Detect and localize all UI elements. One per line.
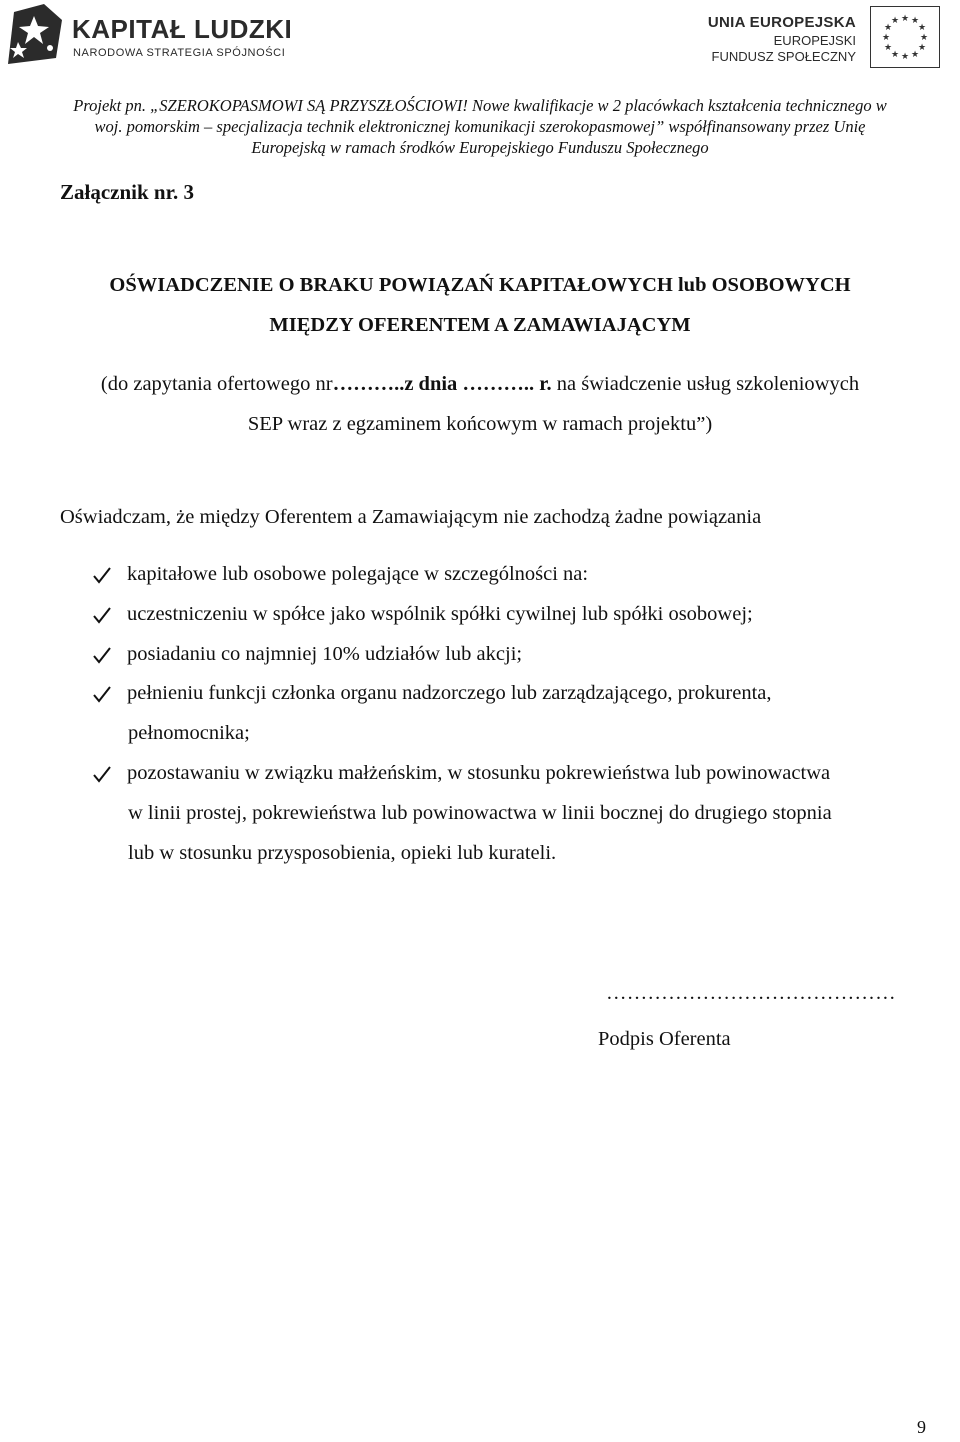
svg-text:★: ★ [910,50,920,60]
eu-line-1: UNIA EUROPEJSKA [707,14,856,31]
statement: Oświadczam, że między Oferentem a Zamawiającym nie zachodzą żadne powiązania [60,506,762,528]
eu-line-2: EUROPEJSKI [773,33,856,48]
svg-text:★: ★ [883,43,893,53]
list-item [92,762,830,785]
eu-logo-text [708,14,856,64]
project-note-line-2: woj. pomorskim – specjalizacja technik elektronicznej komunikacji szerokopasmowej” współfinansowany przez Unię [94,117,866,136]
list-item-text: uczestniczeniu w spółce jako wspólnik spółki cywilnej lub spółki osobowej; [127,603,753,625]
list-item [92,682,772,705]
project-note-line-1: Projekt pn. „SZEROKOPASMOWI SĄ PRZYSZŁOŚCIOWI! Nowe kwalifikacje w 2 placówkach kształcenia technicznego w [73,96,887,115]
inquiry-reference-line-1 [0,373,960,396]
document-title-line-1: OŚWIADCZENIE O BRAKU POWIĄZAŃ KAPITAŁOWYCH lub OSOBOWYCH [109,274,851,296]
inquiry-blank-fields: ………..z dnia ……….. r. [332,373,552,395]
svg-text:★: ★ [917,43,927,53]
list-item-text: pozostawaniu w związku małżeńskim, w stosunku pokrewieństwa lub powinowactwa [127,762,831,784]
kapital-ludzki-subtitle: NARODOWA STRATEGIA SPÓJNOŚCI [73,47,286,59]
list-item-continuation: lub w stosunku przysposobienia, opieki lub kurateli. [128,842,557,864]
list-item [92,643,522,666]
checkmark-icon [92,764,112,784]
kapital-ludzki-emblem-icon [4,2,70,68]
signature-label: Podpis Oferenta [598,1028,731,1050]
list-item [92,603,753,626]
checkmark-icon [92,684,112,704]
checkmark-icon [92,645,112,665]
svg-text:★: ★ [890,50,900,60]
list-item-text: pełnieniu funkcji członka organu nadzorczego lub zarządzającego, prokurenta, [127,682,772,704]
svg-text:★: ★ [881,33,891,43]
svg-text:★: ★ [900,14,910,24]
document-title-line-2: MIĘDZY OFERENTEM A ZAMAWIAJĄCYM [269,314,691,336]
svg-text:★: ★ [917,23,927,33]
inquiry-reference-line-2: SEP wraz z egzaminem końcowym w ramach projektu”) [247,413,713,435]
page-number: 9 [917,1417,926,1437]
checkmark-icon [92,565,112,585]
eu-flag-icon [870,6,940,68]
checkmark-icon [92,605,112,625]
inquiry-text-a: (do zapytania ofertowego nr [100,373,333,395]
list-item [92,563,588,586]
kapital-ludzki-title: KAPITAŁ LUDZKI [72,14,293,44]
svg-text:★: ★ [900,52,910,62]
list-item-text: kapitałowe lub osobowe polegające w szczególności na: [127,563,589,585]
svg-text:★: ★ [910,16,920,26]
attachment-label: Załącznik nr. 3 [60,180,194,204]
svg-text:★: ★ [890,16,900,26]
list-item-continuation: w linii prostej, pokrewieństwa lub powinowactwa w linii bocznej do drugiego stopnia [128,802,832,824]
signature-line: …………………………………… [606,982,896,1004]
list-item-text: posiadaniu co najmniej 10% udziałów lub akcji; [127,643,523,665]
eu-line-3: FUNDUSZ SPOŁECZNY [711,49,856,64]
project-note [40,95,920,158]
svg-text:★: ★ [883,23,893,33]
list-item-continuation: pełnomocnika; [128,722,250,744]
svg-text:★: ★ [919,33,929,43]
inquiry-text-c: na świadczenie usług szkoleniowych [551,373,860,395]
project-note-line-3: Europejską w ramach środków Europejskiego Funduszu Społecznego [251,138,709,157]
